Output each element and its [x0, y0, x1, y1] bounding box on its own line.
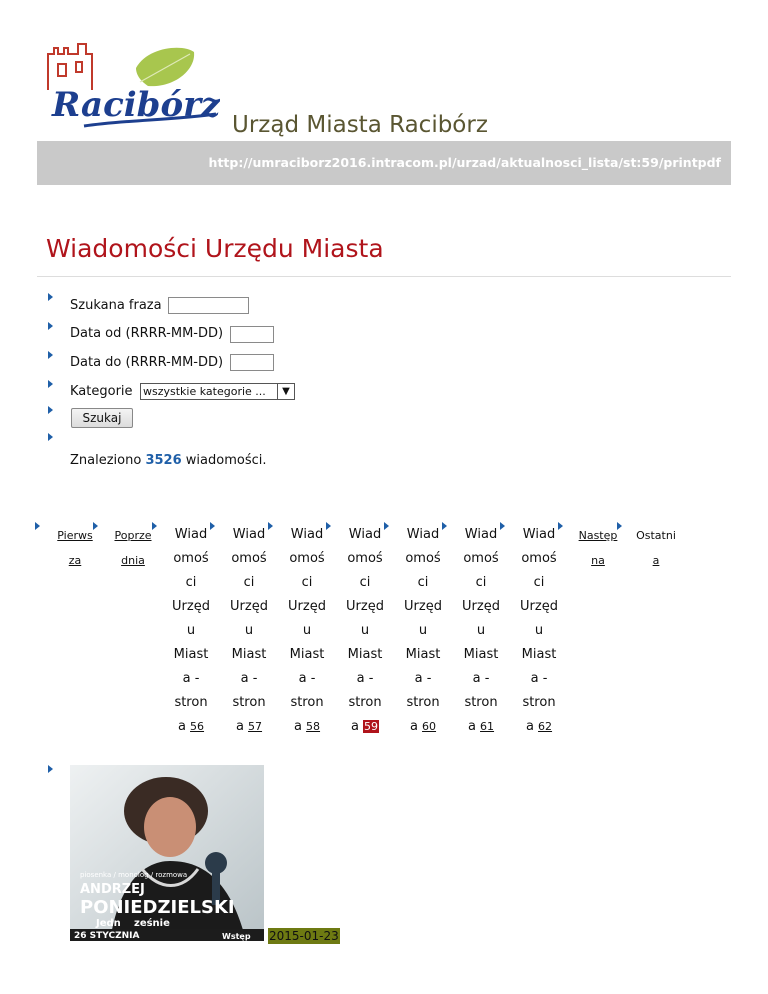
- page-number: 60: [422, 720, 437, 733]
- last-page-label-2: a: [652, 554, 660, 567]
- page-link-text: u: [302, 623, 312, 638]
- page-link-text: Wiad: [522, 527, 556, 542]
- bullet-icon: [617, 522, 622, 530]
- results-summary: [70, 453, 266, 468]
- category-label: Kategorie: [70, 384, 133, 399]
- page-link-text: Miast: [347, 647, 383, 662]
- page-link-text: ci: [301, 575, 313, 590]
- next-page-label-1: Następ: [578, 529, 618, 542]
- page-link-text: Urzęd: [462, 599, 500, 614]
- bullet-icon: [500, 522, 505, 530]
- page-link-text: Urzęd: [172, 599, 210, 614]
- page-link-text: omoś: [405, 551, 441, 566]
- page-link-text: Miast: [405, 647, 441, 662]
- bullet-icon: [152, 522, 157, 530]
- category-selected-value: wszystkie kategorie ...: [143, 385, 266, 398]
- page-link-text: u: [534, 623, 544, 638]
- page-number: 56: [190, 720, 205, 733]
- leaf-icon: [136, 48, 194, 86]
- category-select[interactable]: [140, 383, 295, 400]
- page-title: Wiadomości Urzędu Miasta: [46, 234, 384, 263]
- page-link-text: stron: [522, 695, 556, 710]
- page-link-text: u: [418, 623, 428, 638]
- page-link-text: ci: [417, 575, 429, 590]
- bullet-icon: [442, 522, 447, 530]
- results-suffix: wiadomości.: [185, 453, 267, 468]
- page-link-text: stron: [348, 695, 382, 710]
- page-link-text: a -: [530, 671, 548, 686]
- news-thumbnail[interactable]: [70, 765, 264, 941]
- page-number: 62: [538, 720, 553, 733]
- page-link-text: a: [409, 719, 418, 734]
- page-link-56[interactable]: [170, 523, 212, 739]
- page-link-text: a: [525, 719, 534, 734]
- bullet-icon: [210, 522, 215, 530]
- page-link-text: Urzęd: [346, 599, 384, 614]
- page-link-text: ci: [475, 575, 487, 590]
- page-link-text: a: [467, 719, 476, 734]
- page-link-text: Urzęd: [288, 599, 326, 614]
- page-url: http://umraciborz2016.intracom.pl/urzad/aktualnosci_lista/st:59/printpdf: [208, 155, 721, 170]
- page-link-text: ci: [185, 575, 197, 590]
- page-link-text: Wiad: [174, 527, 208, 542]
- page-link-text: stron: [232, 695, 266, 710]
- page-link-text: Miast: [173, 647, 209, 662]
- phrase-label: Szukana fraza: [70, 298, 162, 313]
- page-link-text: a -: [240, 671, 258, 686]
- page-link-62[interactable]: [518, 523, 560, 739]
- poster-entry: Wstęp: [222, 932, 251, 941]
- heading-divider: [37, 276, 731, 277]
- next-page-link[interactable]: [576, 523, 620, 573]
- dropdown-arrow-icon: ▼: [277, 384, 294, 399]
- results-count: 3526: [145, 453, 182, 468]
- page-link-text: ci: [533, 575, 545, 590]
- poster-tagline-1: Jedn: [96, 918, 121, 929]
- page-link-text: Wiad: [406, 527, 440, 542]
- page-link-text: omoś: [347, 551, 383, 566]
- page-link-text: a: [177, 719, 186, 734]
- poster-date: 26 STYCZNIA: [74, 931, 140, 941]
- page-link-text: a: [235, 719, 244, 734]
- page-link-text: a -: [182, 671, 200, 686]
- page-link-text: omoś: [173, 551, 209, 566]
- search-button[interactable]: Szukaj: [71, 408, 133, 428]
- page-link-text: a -: [472, 671, 490, 686]
- bullet-icon: [48, 351, 53, 359]
- page-link-text: Wiad: [232, 527, 266, 542]
- bullet-icon: [384, 522, 389, 530]
- bullet-icon: [48, 293, 53, 301]
- page-link-59-current[interactable]: [344, 523, 386, 739]
- results-prefix: Znaleziono: [70, 453, 142, 468]
- page-link-text: Miast: [521, 647, 557, 662]
- page-link-text: omoś: [289, 551, 325, 566]
- page-link-text: ci: [243, 575, 255, 590]
- date-from-input[interactable]: [230, 326, 274, 343]
- page-link-text: Miast: [231, 647, 267, 662]
- date-to-input[interactable]: [230, 354, 274, 371]
- page-link-text: u: [360, 623, 370, 638]
- last-page-label-1: Ostatni: [636, 529, 676, 542]
- raciborz-logo[interactable]: [44, 40, 220, 132]
- page-link-text: a -: [298, 671, 316, 686]
- bullet-icon: [93, 522, 98, 530]
- page-link-text: stron: [464, 695, 498, 710]
- bullet-icon: [48, 433, 53, 441]
- page-link-text: Wiad: [464, 527, 498, 542]
- page-link-text: a -: [356, 671, 374, 686]
- date-from-label: Data od (RRRR-MM-DD): [70, 326, 224, 341]
- first-page-label-1: Pierws: [57, 529, 93, 542]
- bullet-icon: [48, 406, 53, 414]
- next-page-label-2: na: [591, 554, 605, 567]
- page-link-text: a -: [414, 671, 432, 686]
- page-link-text: stron: [290, 695, 324, 710]
- page-link-text: u: [476, 623, 486, 638]
- page-link-text: a: [350, 719, 359, 734]
- news-date: 2015-01-23: [269, 929, 339, 943]
- page-link-57[interactable]: [228, 523, 270, 739]
- page-link-text: Miast: [289, 647, 325, 662]
- page-link-text: Urzęd: [404, 599, 442, 614]
- page-link-text: a: [293, 719, 302, 734]
- bullet-icon: [326, 522, 331, 530]
- page-link-text: omoś: [521, 551, 557, 566]
- page-link-58[interactable]: [286, 523, 328, 739]
- page-link-text: Wiad: [348, 527, 382, 542]
- url-bar: [37, 141, 731, 185]
- current-page-number: 59: [364, 720, 379, 733]
- svg-text:Racibórz: Racibórz: [52, 85, 220, 125]
- search-phrase-input[interactable]: [168, 297, 249, 314]
- page-link-text: Urzęd: [520, 599, 558, 614]
- page-link-text: Wiad: [290, 527, 324, 542]
- bullet-icon: [558, 522, 563, 530]
- poster-subtitle: piosenka / monolog / rozmowa: [80, 871, 188, 879]
- page-number: 58: [306, 720, 321, 733]
- page-link-61[interactable]: [460, 523, 502, 739]
- bullet-icon: [268, 522, 273, 530]
- previous-page-label-2: dnia: [121, 554, 145, 567]
- first-page-link[interactable]: [55, 523, 95, 573]
- bullet-icon: [48, 322, 53, 330]
- bullet-icon: [35, 522, 40, 530]
- page-link-text: Miast: [463, 647, 499, 662]
- previous-page-label-1: Poprze: [114, 529, 152, 542]
- page-number: 57: [248, 720, 263, 733]
- page-link-text: stron: [174, 695, 208, 710]
- poster-tagline-2: ześnie: [134, 918, 170, 929]
- page-link-text: omoś: [231, 551, 267, 566]
- page-number: 61: [480, 720, 495, 733]
- poster-last-name: PONIEDZIELSKI: [80, 897, 235, 918]
- page-link-text: u: [244, 623, 254, 638]
- bullet-icon: [48, 765, 53, 773]
- bullet-icon: [48, 380, 53, 388]
- page-link-text: ci: [359, 575, 371, 590]
- page-link-text: stron: [406, 695, 440, 710]
- page-link-text: Urzęd: [230, 599, 268, 614]
- page-link-60[interactable]: [402, 523, 444, 739]
- page-link-text: omoś: [463, 551, 499, 566]
- previous-page-link[interactable]: [112, 523, 154, 573]
- first-page-label-2: za: [68, 554, 82, 567]
- site-title: Urząd Miasta Racibórz: [232, 112, 488, 138]
- last-page-link[interactable]: [634, 523, 678, 573]
- page-link-text: u: [186, 623, 196, 638]
- date-to-label: Data do (RRRR-MM-DD): [70, 355, 224, 370]
- poster-first-name: ANDRZEJ: [80, 882, 145, 897]
